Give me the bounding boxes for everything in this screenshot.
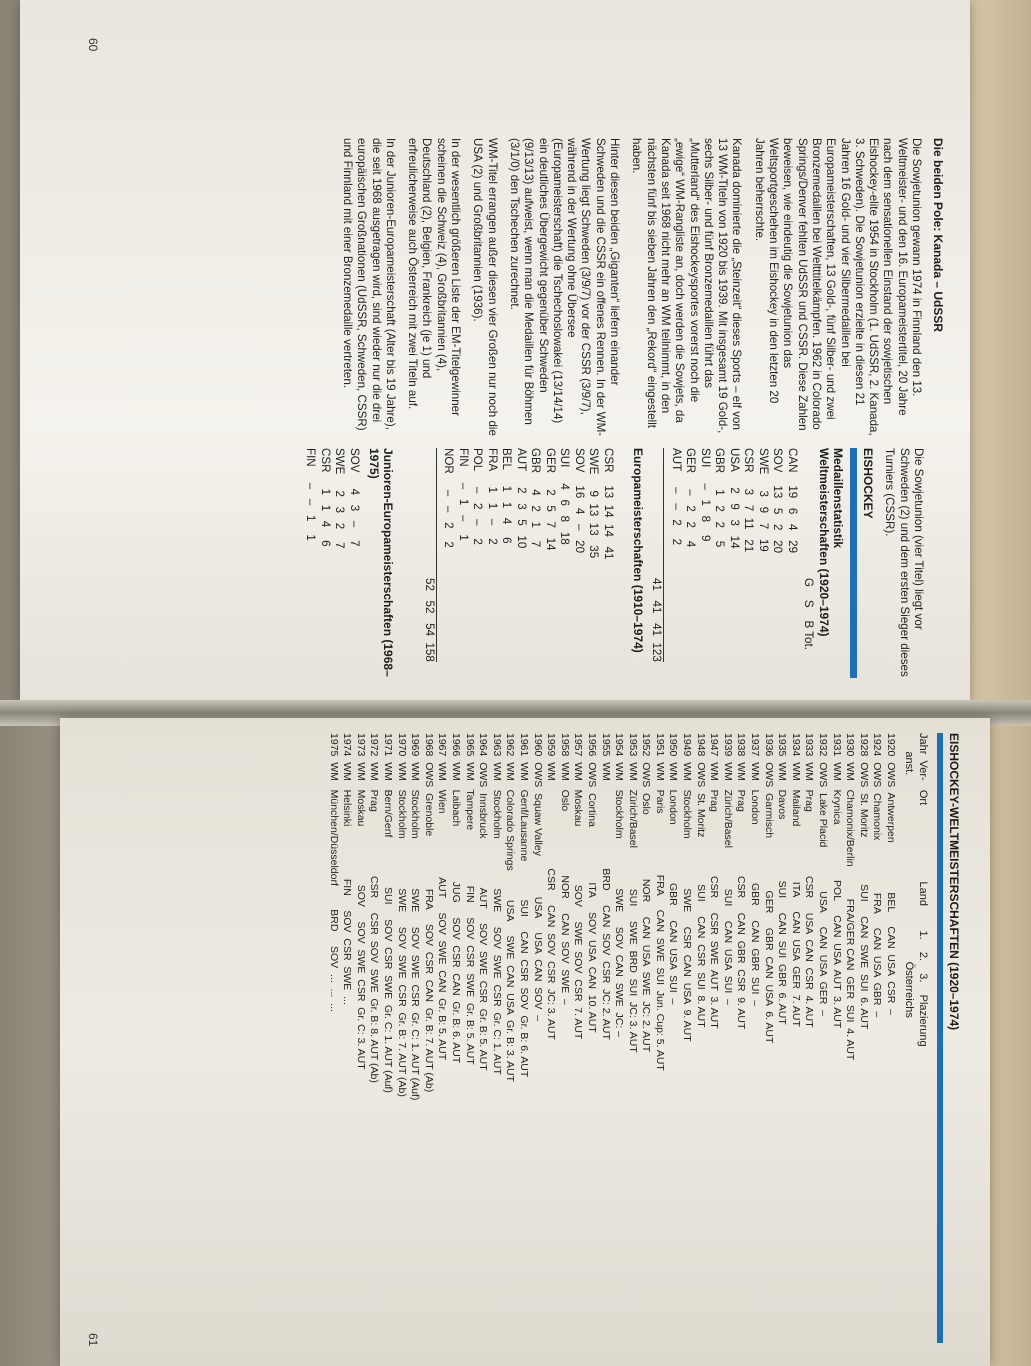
column-header: G S B Tot. <box>802 578 815 650</box>
left-page <box>20 0 970 705</box>
table-row: SUI – 1 8 9 <box>699 448 712 542</box>
title-accent-bar <box>937 733 943 1343</box>
result-row: 1975 WM München/Düsseldorf BRD SOV ... ... ... <box>327 733 340 1012</box>
result-row: 1934 WM Mailand ITA CAN USA GER 7. AUT <box>789 733 802 1027</box>
result-row: 1924 OWS Chamonix FRA CAN USA GBR – <box>871 733 884 1018</box>
left-text-columns <box>332 138 923 438</box>
section-accent-bar <box>850 448 857 678</box>
intro-text: Die Sowjetunion (vier Titel) liegt vor Schweden (2) und dem ersten Sieger dieses Turniers (CSSR). <box>883 448 925 677</box>
section-title: EISHOCKEY <box>861 448 875 519</box>
page-number-left: 60 <box>86 38 100 52</box>
result-row: 1948 OWS St. Moritz SUI CAN CSR SUI 8. AUT <box>694 733 707 1028</box>
result-row: 1968 OWS Grenoble FRA SOV CSR CAN Gr. B: 7. AUT (Ab) <box>422 733 435 1093</box>
table-row: CSR 1 1 4 6 <box>319 448 332 547</box>
left-paragraph: In der wesentlich größeren Liste der EM-Titelgewinner scheinen die Schweiz (4), Großbritannien (4), Deutschland (2), Belgien, Frankreich (je 1) und erfreulicherweise auch Österreich mit zwei Titeln auf. <box>406 138 463 416</box>
right-page-content <box>75 723 965 1363</box>
table-row: BEL 1 1 4 6 <box>500 448 514 544</box>
result-row: 1962 WM Colorado Springs USA SWE CAN USA Gr. B: 3. AUT <box>504 733 517 1082</box>
table-header-2: anst. Österreichs <box>903 733 915 1018</box>
table-row: GER 2 5 7 14 <box>544 448 557 551</box>
table-row: AUT 2 3 5 10 <box>515 448 528 549</box>
result-row: 1949 WM Stockholm SWE CSR CAN USA 9. AUT <box>681 733 694 1042</box>
result-row: 1959 WM CSR CAN SOV CSR JC: 3. AUT <box>545 733 558 1040</box>
table-totals: 41 41 41 123 <box>649 448 664 662</box>
table-row: GBR 1 2 2 5 <box>713 448 727 548</box>
table-row: CAN 19 6 4 29 <box>786 448 799 554</box>
table-row: SWE 3 9 7 19 <box>757 448 770 552</box>
left-paragraph: In der Junioren-Europameisterschaft (Alter bis 19 Jahre), die seit 1968 ausgetragen wird, sind wieder nur die drei europäischen Großnationen (UdSSR, Schweden, CSSR) und Finnland mit einer Bronzemedaille vertreten. <box>341 138 397 431</box>
result-row: 1961 WM Genf/Lausanne SUI CAN CSR SOV Gr. B: 6. AUT <box>517 733 530 1078</box>
table-row: FRA 1 1 – 2 <box>486 448 499 545</box>
table-row: USA 2 9 3 14 <box>728 448 741 549</box>
table-row: SUI 4 6 8 18 <box>558 448 572 545</box>
page-number-right: 61 <box>86 1333 100 1347</box>
left-heading: Die beiden Pole: Kanada – UdSSR <box>931 138 945 333</box>
wm-title: Weltmeisterschaften (1920–1974) <box>817 448 831 637</box>
table-row: FIN – 1 – 1 <box>457 448 470 541</box>
result-row: 1964 OWS Innsbruck AUT SOV SWE CSR Gr. B: 5. AUT <box>477 733 490 1071</box>
result-row: 1928 OWS St. Moritz SUI CAN SWE SUI 6. AUT <box>857 733 870 1030</box>
wm-medal-table <box>649 448 799 662</box>
table-row: FIN – – 1 1 <box>304 448 318 541</box>
table-row: AUT – – 2 2 <box>670 448 683 546</box>
result-row: 1966 WM Laibach JUG SOV CSR CAN Gr. B: 6. AUT <box>450 733 462 1064</box>
result-row: 1971 WM Bern/Genf SUI SOV CSR SWE Gr. C: 1. AUT (Auf) <box>382 733 395 1093</box>
table-row: GBR 4 2 1 7 <box>529 448 543 548</box>
table-row: GER – 2 2 4 <box>684 448 698 548</box>
result-row: 1965 WM Tampere FIN SOV CSR SWE Gr. B: 5. AUT <box>463 733 476 1065</box>
junior-medal-table <box>303 448 361 549</box>
result-row: 1920 OWS Antwerpen BEL CAN USA CSR – <box>885 733 897 1016</box>
left-paragraph: WM-Titel errangen außer diesen vier Großen nur noch die USA (2) und Großbritannien (1936). <box>471 138 499 436</box>
result-row: 1952 OWS Oslo NOR CAN USA SWE JC: 2. AUT <box>640 733 653 1053</box>
result-row: 1972 WM Prag CSR CSR SOV SWE Gr. B: 8. AUT (Ab) <box>368 733 381 1083</box>
em-medal-table <box>422 448 615 662</box>
result-row: 1957 WM Moskau SOV SWE SOV CSR 7. AUT <box>572 733 585 1040</box>
table-row: SOV 4 3 – 7 <box>348 448 361 547</box>
result-row: 1951 WM Paris FRA CAN SWE SUI Jun. Cup: 5. AUT <box>653 733 666 1071</box>
result-row: 1932 OWS Lake Placid USA CAN USA GER – <box>817 733 830 1017</box>
result-row: 1950 WM London GBR CAN USA SUI – <box>667 733 680 1005</box>
left-paragraph: Die Sowjetunion gewann 1974 in Finnland den 13. Weltmeister- und den 16. Europameistertitel, 20 Jahre nach dem sensationellen Einstand der sowjetischen Eishockey-elite 1954 in Stockholm (1. UdSSR, 2. Kanada, 3. Schweden). Die Sowjetunion erzielte in diesen 21 Jahren 16 Gold- und vier Silbermedaillen bei Europameisterschaften, 13 Gold-, fünf Silber- und zwei Bronzemedaillen bei Weltttitelkämpfen. 1962 in Colorado Springs/Denver fehlten UdSSR und CSSR. Diese Zahlen beweisen, wie eindeutig die Sowjetunion das Weltsportgeschehen im Eishockey in den letzten 20 Jahren beherrschte. <box>752 138 923 436</box>
result-row: 1960 OWS Squaw Valley USA USA CAN SOV – <box>531 733 544 1022</box>
result-row: 1938 WM Prag CSR CAN GBR CSR 9. AUT <box>735 733 748 1030</box>
result-row: 1931 WM Krynica POL CAN USA AUT 3. AUT <box>830 733 843 1029</box>
em-title: Europameisterschaften (1910–1974) <box>631 448 645 653</box>
table-row: SWE 2 3 2 7 <box>333 448 347 549</box>
result-row: 1930 WM Chamonix/Berlin FRA/GER CAN GER SUI 4. AUT <box>844 733 857 1061</box>
result-row: 1963 WM Stockholm SWE SOV SWE CSR Gr. C: 1. AUT <box>490 733 503 1075</box>
table-row: SOV 13 5 2 20 <box>771 448 785 554</box>
table-row: CSR 3 7 11 21 <box>742 448 756 553</box>
result-row: 1970 WM Stockholm SWE SOV SWE CSR Gr. B: 7. AUT (Ab) <box>395 733 408 1097</box>
table-row: SWE 9 13 13 35 <box>587 448 601 559</box>
right-title: EISHOCKEY-WELTMEISTERSCHAFTEN (1920–1974) <box>947 733 961 1031</box>
result-row: 1953 WM Zürich/Basel SUI SWE BRD SUI JC: 3. AUT <box>626 733 639 1053</box>
table-row: NOR – – 2 2 <box>442 448 456 548</box>
stats-title: Medaillenstatistik <box>831 448 845 549</box>
result-row: 1973 WM Moskau SOV SOV SWE CSR Gr. C: 3. AUT <box>354 733 367 1070</box>
result-row: 1967 WM Wien AUT SOV SWE CAN Gr. B: 5. AUT <box>436 733 449 1061</box>
table-row: SOV 16 4 – 20 <box>573 448 586 554</box>
table-totals: 52 52 54 158 <box>422 448 437 662</box>
result-row: 1933 WM Prag CSR USA CAN CSR 4. AUT <box>803 733 816 1028</box>
result-row: 1974 WM Helsinki FIN SOV CSR SWE ... <box>341 733 354 1005</box>
result-row: 1935 WM Davos SUI CAN SUI GBR 6. AUT <box>776 733 789 1025</box>
table-header: Jahr Ver- Ort Land 1. 2. 3. Plazierung <box>917 733 929 1047</box>
wm-results-table <box>326 733 897 1100</box>
right-page <box>60 718 990 1366</box>
result-row: 1969 WM Stockholm SWE SOV SWE CSR Gr. C: 1. AUT (Auf) <box>409 733 422 1101</box>
result-row: 1958 WM Oslo NOR CAN SOV SWE – <box>558 733 571 1005</box>
result-row: 1939 WM Zürich/Basel SUI CAN USA SUI – <box>721 733 734 1005</box>
result-row: 1937 WM London GBR CAN GBR SUI – <box>749 733 762 1007</box>
table-row: POL – 2 – 2 <box>471 448 485 545</box>
junior-title: Junioren-Europameisterschaften (1968–1975) <box>367 448 395 677</box>
result-row: 1947 WM Prag CSR CSR SWE AUT 3. AUT <box>708 733 721 1029</box>
left-paragraph: Hinter diesen beiden „Giganten“ liefern einander Schweden und die CSSR ein offenes Rennen. In der WM-Wertung liegt Schweden (3/9/7) vor der CSSR (3/9/7), während in der Wertung ohne Übersee (Europameisterschaft) die Tschechoslowakei (13/14/14) ein deutliches Übergewicht gegenüber Schweden (9/13/13) aufweist, wenn man die Medaillen für Böhmen (3/1/0) den Tschechen zurechnet. <box>507 138 622 437</box>
table-row: CSR 13 14 14 41 <box>602 448 615 560</box>
result-row: 1956 OWS Cortina ITA SOV USA CAN 10. AUT <box>585 733 598 1033</box>
left-paragraph: Kanada dominierte die „Steinzeit“ dieses Sports – elf von 13 WM-Titeln von 1920 bis 1939. Mit insgesamt 19 Gold-, sechs Silber- und fünf Bronzemedaillen führt das „Mutterland“ des Eishockeysportes vorerst noch die „ewige“ WM-Rangliste an, doch werden die Sowjets, da Kanada seit 1968 nicht mehr an WM teilnimmt, in den nächsten fünf bis sieben Jahren den „Rekord“ eingestellt haben. <box>630 138 744 434</box>
result-row: 1936 OWS Garmisch GER GBR CAN USA 6. AUT <box>762 733 775 1044</box>
left-page-content <box>35 18 955 688</box>
result-row: 1955 WM BRD CAN SOV CSR JC: 2. AUT <box>599 733 612 1040</box>
result-row: 1954 WM Stockholm SWE SOV CAN SWE JC: – <box>613 733 626 1037</box>
